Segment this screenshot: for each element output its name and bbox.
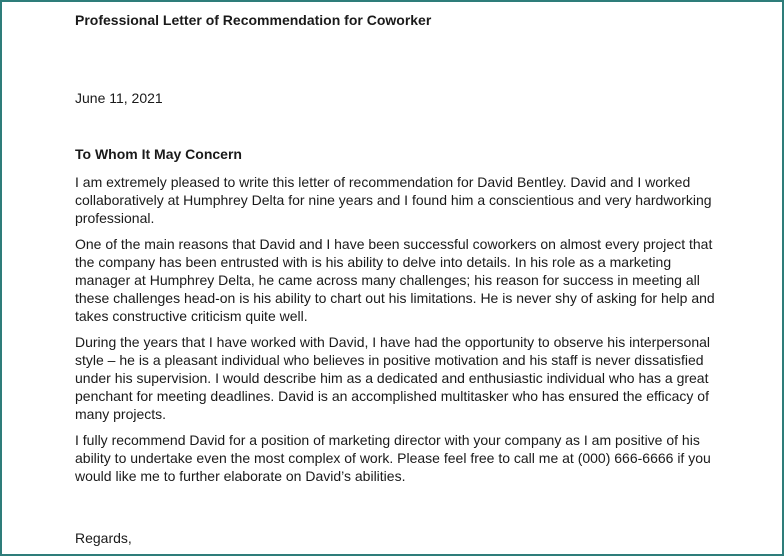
letter-date: June 11, 2021 — [75, 90, 163, 106]
letter-body — [75, 173, 715, 493]
letter-salutation: To Whom It May Concern — [75, 146, 242, 162]
letter-paragraph: I am extremely pleased to write this letter of recommendation for David Bentley. David and I worked collaboratively at Humphrey Delta for nine years and I found him a conscientious and very hardworking professional. — [75, 174, 712, 226]
letter-title: Professional Letter of Recommendation for Coworker — [75, 12, 432, 28]
letter-closing: Regards, — [75, 530, 132, 546]
letter-paragraph: One of the main reasons that David and I have been successful coworkers on almost every project that the company has been entrusted with is his ability to delve into details. In his role as a marketing manager at Humphrey Delta, he came across many challenges; his reason for success in meeting all these challenges head-on is his ability to chart out his limitations. He is never shy of asking for help and takes constructive criticism quite well. — [75, 236, 715, 324]
letter-paragraph: I fully recommend David for a position of marketing director with your company as I am positive of his ability to undertake even the most complex of work. Please feel free to call me at (000) 666-6666 if you would like me to further elaborate on David’s abilities. — [75, 432, 711, 484]
letter-paragraph: During the years that I have worked with David, I have had the opportunity to observe his interpersonal style – he is a pleasant individual who believes in positive motivation and his staff is never dissatisfied under his supervision. I would describe him as a dedicated and enthusiastic individual who has a great penchant for meeting deadlines. David is an accomplished multitasker who has ensured the efficacy of many projects. — [75, 334, 711, 422]
